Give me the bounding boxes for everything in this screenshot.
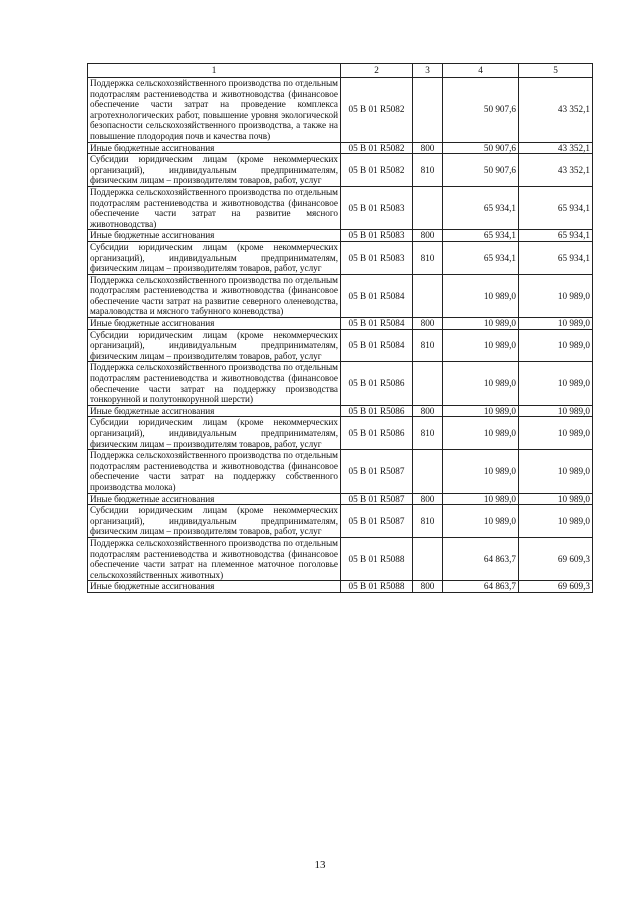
- row-name-cell: Иные бюджетные ассигнования: [88, 318, 341, 330]
- header-row: [88, 64, 593, 78]
- row-expense-type-cell: [413, 362, 443, 405]
- budget-table: [87, 63, 593, 593]
- row-expense-type-cell: 810: [413, 241, 443, 274]
- row-code-cell: 05 В 01 R5083: [341, 186, 413, 229]
- table-row: [88, 230, 593, 242]
- row-name-cell: Субсидии юридическим лицам (кроме некоммерческих организаций), индивидуальным предпринимателям, физическим лицам – производителям товаров, работ, услуг: [88, 241, 341, 274]
- row-expense-type-cell: 810: [413, 329, 443, 362]
- row-expense-type-cell: [413, 450, 443, 493]
- row-value-year2-cell: 65 934,1: [519, 241, 593, 274]
- row-code-cell: 05 В 01 R5082: [341, 142, 413, 154]
- row-name-cell: Поддержка сельскохозяйственного производства по отдельным подотраслям растениеводства и животноводства (финансовое обеспечение части затрат на развитие мясного животноводства): [88, 186, 341, 229]
- row-value-year1-cell: 10 989,0: [443, 493, 519, 505]
- row-value-year2-cell: 43 352,1: [519, 78, 593, 143]
- row-expense-type-cell: 800: [413, 581, 443, 593]
- row-value-year2-cell: 10 989,0: [519, 405, 593, 417]
- row-code-cell: 05 В 01 R5087: [341, 505, 413, 538]
- row-code-cell: 05 В 01 R5083: [341, 230, 413, 242]
- table-row: [88, 318, 593, 330]
- header-col-3: 3: [413, 64, 443, 78]
- row-code-cell: 05 В 01 R5084: [341, 318, 413, 330]
- row-code-cell: 05 В 01 R5086: [341, 417, 413, 450]
- row-value-year1-cell: 64 863,7: [443, 537, 519, 580]
- row-name-cell: Субсидии юридическим лицам (кроме некоммерческих организаций), индивидуальным предпринимателям, физическим лицам – производителям товаров, работ, услуг: [88, 329, 341, 362]
- row-value-year2-cell: 10 989,0: [519, 274, 593, 317]
- row-code-cell: 05 В 01 R5088: [341, 537, 413, 580]
- row-value-year2-cell: 10 989,0: [519, 329, 593, 362]
- row-expense-type-cell: [413, 537, 443, 580]
- row-expense-type-cell: 800: [413, 230, 443, 242]
- row-name-cell: Иные бюджетные ассигнования: [88, 581, 341, 593]
- row-expense-type-cell: 800: [413, 142, 443, 154]
- row-code-cell: 05 В 01 R5082: [341, 154, 413, 187]
- row-expense-type-cell: [413, 186, 443, 229]
- row-expense-type-cell: [413, 274, 443, 317]
- row-value-year1-cell: 10 989,0: [443, 505, 519, 538]
- row-expense-type-cell: 810: [413, 417, 443, 450]
- row-expense-type-cell: 800: [413, 318, 443, 330]
- row-value-year2-cell: 10 989,0: [519, 417, 593, 450]
- row-code-cell: 05 В 01 R5087: [341, 450, 413, 493]
- row-value-year1-cell: 64 863,7: [443, 581, 519, 593]
- header-col-1: 1: [88, 64, 341, 78]
- row-value-year1-cell: 65 934,1: [443, 241, 519, 274]
- row-value-year1-cell: 65 934,1: [443, 230, 519, 242]
- row-value-year2-cell: 10 989,0: [519, 505, 593, 538]
- table-row: [88, 537, 593, 580]
- row-value-year1-cell: 10 989,0: [443, 274, 519, 317]
- table-row: [88, 417, 593, 450]
- row-name-cell: Поддержка сельскохозяйственного производства по отдельным подотраслям растениеводства и животноводства (финансовое обеспечение части затрат на развитие северного оленеводства, мараловодства и мясного табунного коневодства): [88, 274, 341, 317]
- row-name-cell: Субсидии юридическим лицам (кроме некоммерческих организаций), индивидуальным предпринимателям, физическим лицам – производителям товаров, работ, услуг: [88, 154, 341, 187]
- header-col-5: 5: [519, 64, 593, 78]
- row-value-year1-cell: 10 989,0: [443, 329, 519, 362]
- row-expense-type-cell: 810: [413, 154, 443, 187]
- row-value-year2-cell: 43 352,1: [519, 154, 593, 187]
- row-expense-type-cell: 800: [413, 405, 443, 417]
- row-name-cell: Поддержка сельскохозяйственного производства по отдельным подотраслям растениеводства и животноводства (финансовое обеспечение части затрат на поддержку собственного производства молока): [88, 450, 341, 493]
- row-value-year2-cell: 10 989,0: [519, 450, 593, 493]
- row-value-year2-cell: 43 352,1: [519, 142, 593, 154]
- row-code-cell: 05 В 01 R5084: [341, 329, 413, 362]
- table-row: [88, 405, 593, 417]
- row-value-year2-cell: 69 609,3: [519, 581, 593, 593]
- row-name-cell: Поддержка сельскохозяйственного производства по отдельным подотраслям растениеводства и животноводства (финансовое обеспечение части затрат на поддержку производства тонкорунной и полутонкорунной шерсти): [88, 362, 341, 405]
- table-row: [88, 493, 593, 505]
- row-value-year1-cell: 50 907,6: [443, 154, 519, 187]
- row-code-cell: 05 В 01 R5086: [341, 405, 413, 417]
- row-expense-type-cell: 810: [413, 505, 443, 538]
- row-expense-type-cell: [413, 78, 443, 143]
- table-row: [88, 154, 593, 187]
- table-row: [88, 581, 593, 593]
- table-row: [88, 362, 593, 405]
- row-name-cell: Иные бюджетные ассигнования: [88, 493, 341, 505]
- row-value-year1-cell: 10 989,0: [443, 318, 519, 330]
- row-value-year1-cell: 10 989,0: [443, 417, 519, 450]
- row-name-cell: Субсидии юридическим лицам (кроме некоммерческих организаций), индивидуальным предпринимателям, физическим лицам – производителям товаров, работ, услуг: [88, 505, 341, 538]
- row-code-cell: 05 В 01 R5086: [341, 362, 413, 405]
- table-row: [88, 329, 593, 362]
- row-value-year1-cell: 50 907,6: [443, 142, 519, 154]
- row-code-cell: 05 В 01 R5087: [341, 493, 413, 505]
- row-name-cell: Иные бюджетные ассигнования: [88, 230, 341, 242]
- row-code-cell: 05 В 01 R5084: [341, 274, 413, 317]
- row-name-cell: Иные бюджетные ассигнования: [88, 142, 341, 154]
- row-value-year2-cell: 10 989,0: [519, 493, 593, 505]
- row-value-year2-cell: 69 609,3: [519, 537, 593, 580]
- table-row: [88, 505, 593, 538]
- page-number: 13: [314, 859, 326, 871]
- table-row: [88, 78, 593, 143]
- row-value-year2-cell: 65 934,1: [519, 230, 593, 242]
- row-name-cell: Поддержка сельскохозяйственного производства по отдельным подотраслям растениеводства и животноводства (финансовое обеспечение части затрат на проведение комплекса агротехнологических работ, повышение уровня экологической безопасности сельскохозяйственного производства, а также на повышение плодородия почв и качества почв): [88, 78, 341, 143]
- row-code-cell: 05 В 01 R5082: [341, 78, 413, 143]
- table-row: [88, 186, 593, 229]
- table-row: [88, 142, 593, 154]
- row-code-cell: 05 В 01 R5083: [341, 241, 413, 274]
- row-value-year1-cell: 10 989,0: [443, 450, 519, 493]
- header-col-4: 4: [443, 64, 519, 78]
- row-expense-type-cell: 800: [413, 493, 443, 505]
- row-value-year1-cell: 10 989,0: [443, 405, 519, 417]
- row-value-year2-cell: 10 989,0: [519, 318, 593, 330]
- row-name-cell: Иные бюджетные ассигнования: [88, 405, 341, 417]
- table-row: [88, 241, 593, 274]
- row-value-year1-cell: 50 907,6: [443, 78, 519, 143]
- row-value-year2-cell: 65 934,1: [519, 186, 593, 229]
- row-value-year2-cell: 10 989,0: [519, 362, 593, 405]
- row-value-year1-cell: 10 989,0: [443, 362, 519, 405]
- row-name-cell: Поддержка сельскохозяйственного производства по отдельным подотраслям растениеводства и животноводства (финансовое обеспечение части затрат на племенное маточное поголовье сельскохозяйственных животных): [88, 537, 341, 580]
- table-row: [88, 274, 593, 317]
- row-code-cell: 05 В 01 R5088: [341, 581, 413, 593]
- header-col-2: 2: [341, 64, 413, 78]
- table-row: [88, 450, 593, 493]
- row-value-year1-cell: 65 934,1: [443, 186, 519, 229]
- row-name-cell: Субсидии юридическим лицам (кроме некоммерческих организаций), индивидуальным предпринимателям, физическим лицам – производителям товаров, работ, услуг: [88, 417, 341, 450]
